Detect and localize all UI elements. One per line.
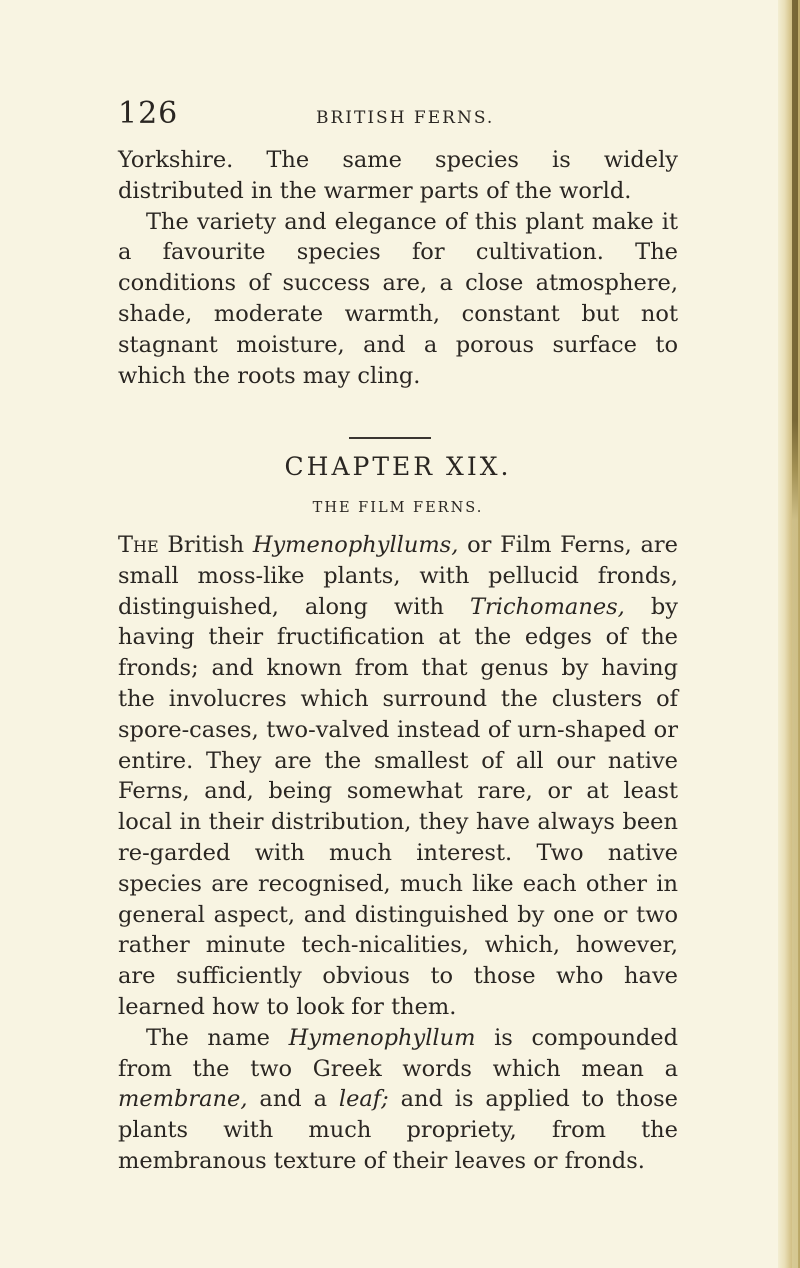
paragraph: Yorkshire. The same species is widely distributed in the warmer parts of the world.	[118, 147, 678, 204]
text-run: The name	[146, 1024, 289, 1051]
paragraph: The variety and elegance of this plant make it a favourite species for cultivation. The conditions of success are, a close atmosphere, shade, moderate warmth, constant but not stagnant moisture, and a porous surface to which the roots may cling.	[118, 208, 678, 389]
chapter-heading: CHAPTER XIX.	[284, 452, 512, 481]
page-edge-shadow	[778, 0, 800, 1268]
text-run: by having their fructification at the edges of the fronds; and known from that genus by having the involucres which surround the clusters of spore-cases, two-valved instead of urn-shaped or entire. They are the smallest of all our native Ferns, and, being somewhat rare, or at least local in their distribution, they have always been re-garded with much interest. Two native species are recognised, much like each other in general aspect, and distinguished by one or two rather minute tech-nicalities, which, however, are sufficiently obvious to those who have learned how to look for them.	[118, 593, 678, 1020]
chapter-subtitle: THE FILM FERNS.	[312, 500, 484, 516]
text-run: is compounded from the two Greek words which mean a	[118, 1024, 678, 1082]
section-a-text	[118, 145, 678, 391]
paragraph	[118, 530, 678, 1023]
italic-term: Hymenophyllums,	[252, 532, 459, 558]
text-run: British	[158, 532, 253, 558]
lead-word: The	[118, 532, 159, 558]
italic-term: membrane,	[118, 1086, 248, 1113]
section-b-text	[118, 530, 678, 1177]
page-number: 126	[118, 96, 179, 131]
page-header	[118, 96, 678, 136]
text-run: and a	[247, 1086, 339, 1113]
text-run: and is applied to those plants with much propriety, from the membranous texture of their leaves or fronds.	[118, 1086, 678, 1174]
paragraph	[118, 1023, 678, 1177]
text-run: or Film Ferns, are small moss-like plants, with pellucid fronds, distinguished, along with	[118, 532, 678, 620]
italic-term: Hymenophyllum	[288, 1024, 476, 1051]
section-divider	[349, 437, 431, 439]
running-head: BRITISH FERNS.	[316, 108, 495, 128]
italic-term: Trichomanes,	[469, 593, 625, 620]
italic-term: leaf;	[338, 1086, 389, 1113]
